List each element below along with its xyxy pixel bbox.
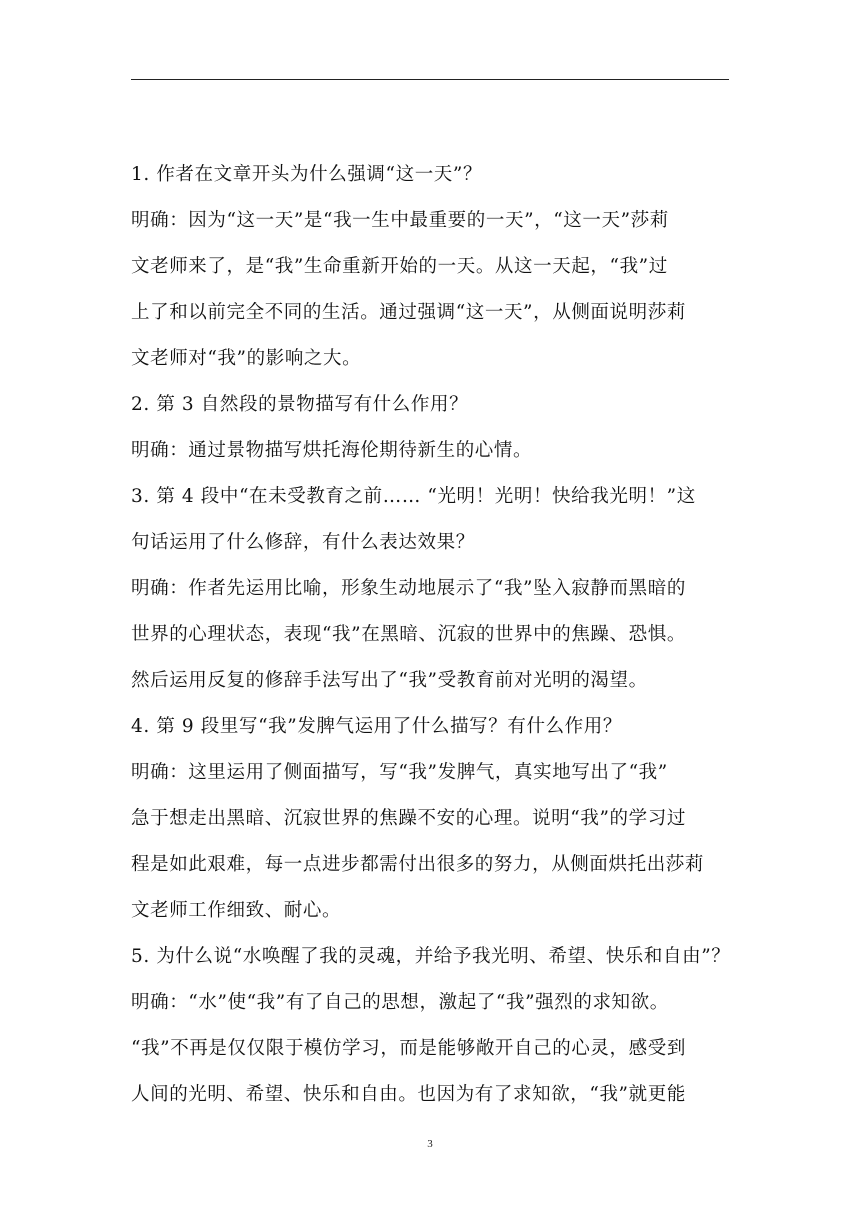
answer-5-line-1: 明确：“水”使“我”有了自己的思想，激起了“我”强烈的求知欲。 <box>131 992 669 1013</box>
document-body <box>131 152 731 1118</box>
answer-4-line-2: 急于想走出黑暗、沉寂世界的焦躁不安的心理。说明“我”的学习过 <box>131 808 686 829</box>
answer-4-line-4: 文老师工作细致、耐心。 <box>131 900 342 921</box>
answer-1-line-3: 上了和以前完全不同的生活。通过强调“这一天”，从侧面说明莎莉 <box>131 302 686 323</box>
answer-1-line-2: 文老师来了，是“我”生命重新开始的一天。从这一天起，“我”过 <box>131 256 668 277</box>
header-rule <box>131 79 729 80</box>
answer-1-line-4: 文老师对“我”的影响之大。 <box>131 348 362 369</box>
answer-4-line-3: 程是如此艰难，每一点进步都需付出很多的努力，从侧面烘托出莎莉 <box>131 854 705 875</box>
question-3-line-1: 3. 第 4 段中“在未受教育之前…… “光明！光明！快给我光明！”这 <box>131 486 696 507</box>
answer-3-line-3: 然后运用反复的修辞手法写出了“我”受教育前对光明的渴望。 <box>131 670 648 691</box>
answer-2-line-1: 明确：通过景物描写烘托海伦期待新生的心情。 <box>131 440 533 461</box>
question-2: 2. 第 3 自然段的景物描写有什么作用？ <box>131 394 469 415</box>
page-number: 3 <box>427 1138 433 1150</box>
answer-1-line-1: 明确：因为“这一天”是“我一生中最重要的一天”，“这一天”莎莉 <box>131 210 669 231</box>
question-5: 5. 为什么说“水唤醒了我的灵魂，并给予我光明、希望、快乐和自由”？ <box>131 946 731 967</box>
answer-4-line-1: 明确：这里运用了侧面描写，写“我”发脾气，真实地写出了“我” <box>131 762 668 783</box>
answer-3-line-1: 明确：作者先运用比喻，形象生动地展示了“我”坠入寂静而黑暗的 <box>131 578 686 599</box>
answer-3-line-2: 世界的心理状态，表现“我”在黑暗、沉寂的世界中的焦躁、恐惧。 <box>131 624 686 645</box>
answer-5-line-3: 人间的光明、希望、快乐和自由。也因为有了求知欲，“我”就更能 <box>131 1084 686 1105</box>
answer-5-line-2: “我”不再是仅仅限于模仿学习，而是能够敞开自己的心灵，感受到 <box>131 1038 686 1059</box>
question-4: 4. 第 9 段里写“我”发脾气运用了什么描写？有什么作用？ <box>131 716 622 737</box>
question-3-line-2: 句话运用了什么修辞，有什么表达效果？ <box>131 532 475 553</box>
question-1: 1. 作者在文章开头为什么强调“这一天”？ <box>131 164 483 185</box>
